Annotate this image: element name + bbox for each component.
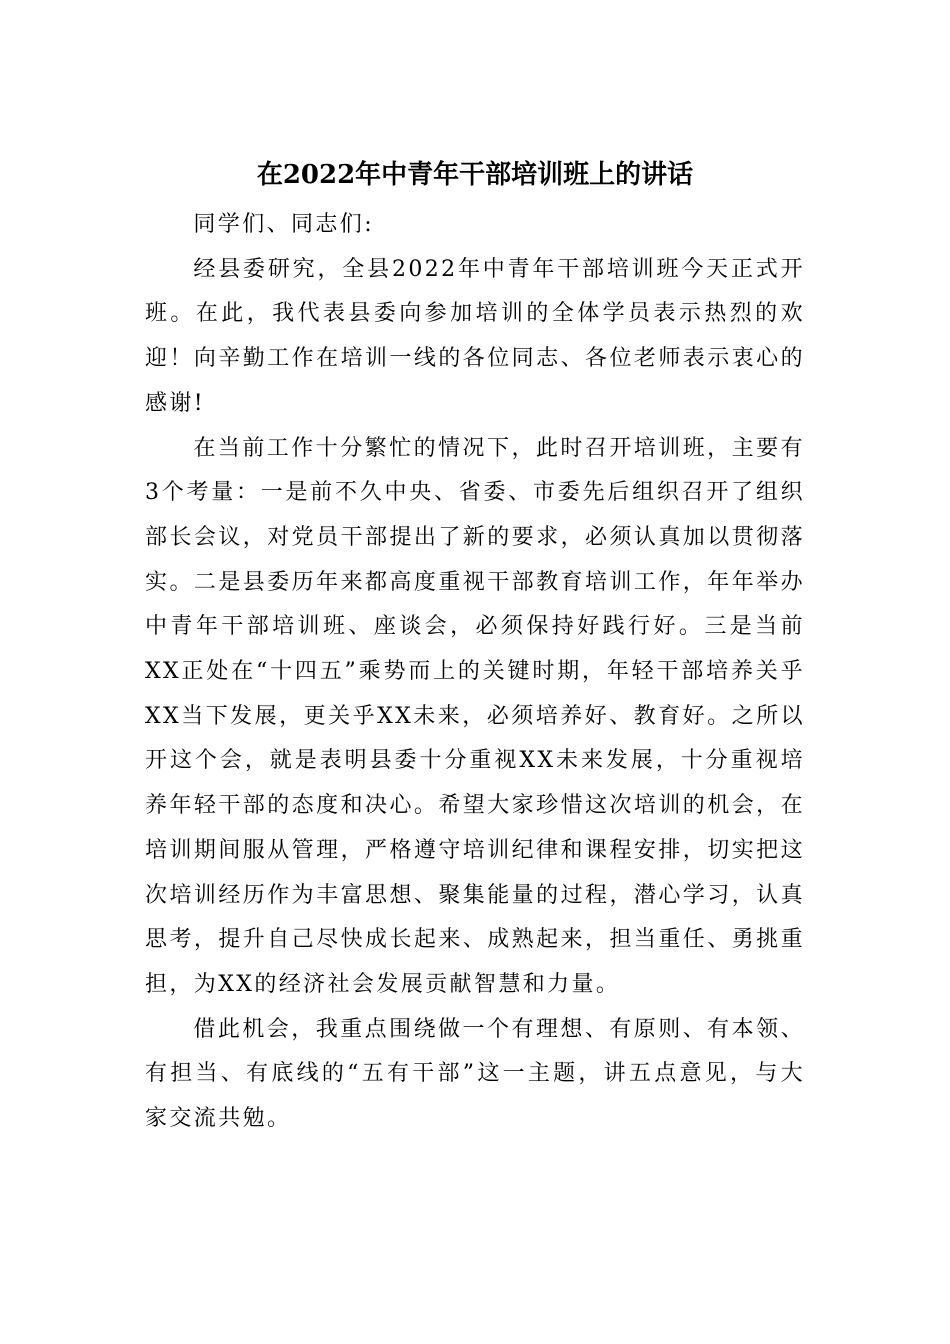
document-body [145,203,805,1142]
paragraph-considerations: 在当前工作十分繁忙的情况下，此时召开培训班，主要有3个考量：一是前不久中央、省委、市委先后组织召开了组织部长会议，对党员干部提出了新的要求，必须认真加以贯彻落实。二是县委历年来都高度重视干部教育培训工作，年年举办中青年干部培训班、座谈会，必须保持好践行好。三是当前XX正处在“十四五”乘势而上的关键时期，年轻干部培养关乎XX当下发展，更关乎XX未来，必须培养好、教育好。之所以开这个会，就是表明县委十分重视XX未来发展，十分重视培养年轻干部的态度和决心。希望大家珍惜这次培训的机会，在培训期间服从管理，严格遵守培训纪律和课程安排，切实把这次培训经历作为丰富思想、聚集能量的过程，潜心学习，认真思考，提升自己尽快成长起来、成熟起来，担当重任、勇挑重担，为XX的经济社会发展贡献智慧和力量。 [145,435,805,997]
document-title: 在2022年中青年干部培训班上的讲话 [256,160,694,190]
paragraph-opening: 经县委研究，全县2022年中青年干部培训班今天正式开班。在此，我代表县委向参加培训的全体学员表示热烈的欢迎！向辛勤工作在培训一线的各位同志、各位老师表示衷心的感谢! [145,256,805,416]
paragraph-salutation: 同学们、同志们: [193,212,375,237]
paragraph-theme: 借此机会，我重点围绕做一个有理想、有原则、有本领、有担当、有底线的“五有干部”这一主题，讲五点意见，与大家交流共勉。 [145,1016,805,1132]
